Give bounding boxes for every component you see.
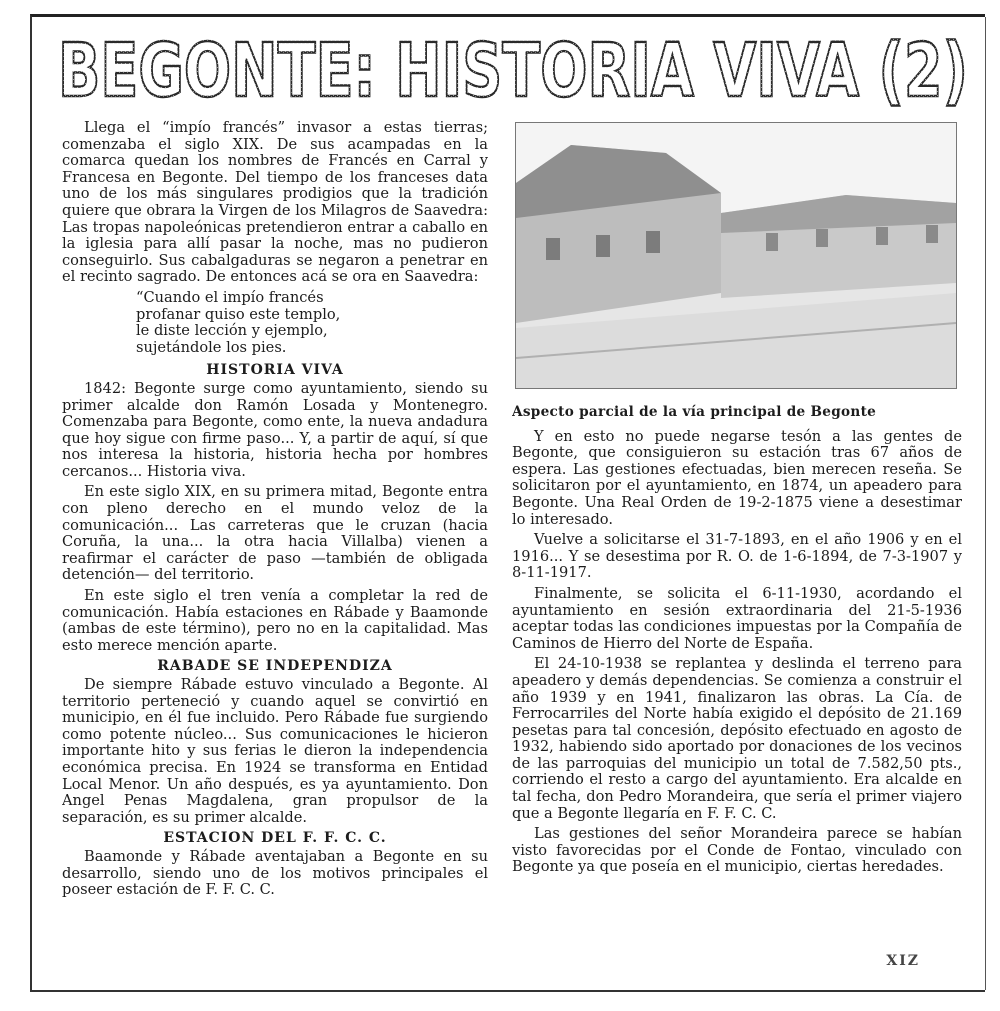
paragraph: Las gestiones del señor Morandeira parece se habían visto favorecidas por el Conde de Fontao, vinculado con Begonte ya que poseía en el municipio, ciertas heredades. [512, 825, 962, 876]
verse-line: profanar quiso este templo, [136, 305, 341, 323]
paragraph: En este siglo XIX, en su primera mitad, Begonte entra con pleno derecho en el mundo veloz de la comunicación... Las carreteras que le cruzan (hacia Coruña, la una... la otra hacia Villalba) vienen a reafirmar el carácter de paso —también de obligada detención— del territorio. [62, 483, 488, 584]
paragraph: Baamonde y Rábade aventajaban a Begonte en su desarrollo, siendo uno de los motivos principales el poseer estación de F. F. C. C. [62, 847, 488, 899]
right-column [512, 404, 962, 964]
left-column [62, 120, 488, 988]
paragraph: Vuelve a solicitarse el 31-7-1893, en el año 1906 y en el 1916... Y se desestima por R. O. de 1-6-1894, de 7-3-1907 y 8-11-1917. [512, 531, 962, 582]
author-signature: XIZ [886, 953, 920, 969]
headline-graphic [48, 22, 978, 112]
headline-text: BEGONTE: HISTORIA VIVA (2) [58, 28, 968, 112]
verse-line: sujetándole los pies. [136, 338, 287, 356]
headline [48, 22, 978, 112]
paragraph: El 24-10-1938 se replantea y deslinda el terreno para apeadero y demás dependencias. Se comienza a construir el año 1939 y en 1941, finalizaron las obras. La Cía. de Ferrocarriles del Norte había exigido el depósito de 21.169 pesetas para tal concesión, depósito efectuado en agosto de 1932, habiendo sido aportado por donaciones de los vecinos de las parroquias del municipio un total de 7.582,50 pts., corriendo el resto a cargo del ayuntamiento. Era alcalde en tal fecha, don Pedro Morandeira, que sería el primer viajero que a Begonte llegaría en F. F. C. C. [512, 655, 962, 822]
verse-line: le diste lección y ejemplo, [136, 322, 328, 340]
paragraph: Y en esto no puede negarse tesón a las gentes de Begonte, que consiguieron su estación tras 67 años de espera. Las gestiones efectuadas, bien merecen reseña. Se solicitaron por el ayuntamiento, en 1874, un apeadero para Begonte. Una Real Orden de 19-2-1875 viene a desestimar lo interesado. [512, 427, 962, 528]
street-photo-image [516, 123, 956, 388]
paragraph: 1842: Begonte surge como ayuntamiento, siendo su primer alcalde don Ramón Losada y Montenegro. Comenzaba para Begonte, como ente, la nueva andadura que hoy sigue con firme paso... Y, a partir de aquí, sí que nos interesa la historia, historia hecha por hombres cercanos... Historia viva. [62, 379, 488, 480]
paragraph: En este siglo el tren venía a completar la red de comunicación. Había estaciones en Rábade y Baamonde (ambas de este término), pero no en la capitalidad. Mas esto merece mención aparte. [62, 587, 488, 654]
photo-caption: Aspecto parcial de la vía principal de Begonte [512, 404, 877, 420]
paragraph: De siempre Rábade estuvo vinculado a Begonte. Al territorio perteneció y cuando aquel se convirtió en municipio, en él fue incluido. Pero Rábade fue surgiendo como potente núcleo... Sus comunicaciones le hicieron importante hito y sus ferias le dieron la independencia económica precisa. En 1924 se transforma en Entidad Local Menor. Un año después, es ya ayuntamiento. Don Angel Penas Magdalena, gran propulsor de la separación, es su primer alcalde. [62, 676, 488, 826]
section-heading-historia: HISTORIA VIVA [206, 362, 344, 379]
section-heading-rabade: RABADE SE INDEPENDIZA [157, 658, 393, 675]
paragraph: Finalmente, se solicita el 6-11-1930, acordando el ayuntamiento en sesión extraordinaria del 21-5-1936 aceptar todas las condiciones impuestas por la Compañía de Caminos de Hierro del Norte de España. [512, 584, 962, 652]
intro-paragraph: Llega el “impío francés” invasor a estas tierras; comenzaba el siglo XIX. De sus acampadas en la comarca quedan los nombres de Francés en Carral y Francesa en Begonte. Del tiempo de los franceses data uno de los más singulares prodigios que la tradición quiere que obrara la Virgen de los Milagros de Saavedra: Las tropas napoleónicas pretendieron entrar a caballo en la iglesia para allí pasar la noche, mas no pudieron conseguirlo. Sus cabalgaduras se negaron a penetrar en el recinto sagrado. De entonces acá se ora en Saavedra: [62, 120, 488, 286]
street-photo [515, 122, 957, 389]
verse-line: “Cuando el impío francés [136, 288, 324, 306]
verse [62, 290, 488, 356]
section-heading-estacion: ESTACION DEL F. F. C. C. [163, 830, 387, 847]
